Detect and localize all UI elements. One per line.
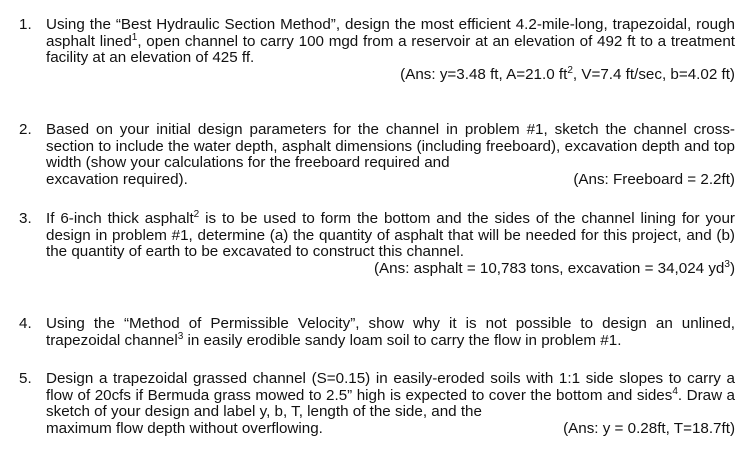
problem-number: 5. [19,370,32,387]
footnote-marker: 4 [672,385,678,397]
problem-text: Based on your initial design parameters for the channel in problem #1, sketch the channel cross-section to include the water depth, asphalt dimensions (including freeboard), excavation depth and top width (show your calculations for the freeboard required and excavation required). (Ans: Freeboard = 2.2ft) [46,121,735,188]
problem-5 [19,371,735,437]
problem-1 [19,17,735,83]
problem-text: If 6-inch thick asphalt$^2$ is to be used to form the bottom and the sides of the channel lining for your design in problem #1, determine (a) the quantity of asphalt that will be needed for this project, and (b) the quantity of earth to be excavated to construct this channel. (Ans: asphalt = 10,783 tons, excavation = 34,024 $yd^3$) [46,208,735,277]
problem-4 [19,316,735,349]
footnote-marker: 1 [131,31,138,43]
answer: (Ans: y=3.48 ft, A=21.0 $ft^2$, V=7.4 ft/sec, b=4.02 ft) [400,64,735,83]
problem-text: Design a trapezoidal grassed channel (S=0.15) in easily-eroded soils with 1:1 side slopes to carry a flow of 20cfs if Bermuda grass mowed to 2.5” high is expected to cover the bottom and sides$^4$. Draw a sketch of your design and label y, b, T, length of the side, and the maximum flow depth without overflowing. (Ans: y = 0.28ft, T=18.7ft) [46,370,736,437]
problem-number: 1. [19,16,32,33]
problem-3 [19,208,735,277]
answer: (Ans: Freeboard = 2.2ft) [573,170,735,188]
problem-number: 4. [19,315,32,332]
problem-text: Using the “Best Hydraulic Section Method”, design the most efficient 4.2-mile-long, trapezoidal, rough asphalt lined$^1$, open channel to carry 100 mgd from a reservoir at an elevation of 492 ft to a treatment facility at an elevation of 425 ff. (Ans: y=3.48 ft, A=21.0 $ft^2$, V=7.4 ft/sec, b=4.02 ft) [46,16,735,83]
problem-2 [19,122,735,188]
cut-off-text-fragment [0,0,743,4]
answer: (Ans: y = 0.28ft, T=18.7ft) [563,419,735,437]
problem-number: 3. [19,210,32,227]
footnote-marker: 2 [193,208,200,220]
footnote-marker: 3 [177,330,184,342]
answer: (Ans: asphalt = 10,783 tons, excavation = 34,024 $yd^3$) [373,258,735,277]
problem-number: 2. [19,121,32,138]
problem-text: Using the “Method of Permissible Velocity”, show why it is not possible to design an unlined, trapezoidal channel$^3$ in easily erodible sandy loam soil to carry the flow in problem #1. [46,315,735,349]
